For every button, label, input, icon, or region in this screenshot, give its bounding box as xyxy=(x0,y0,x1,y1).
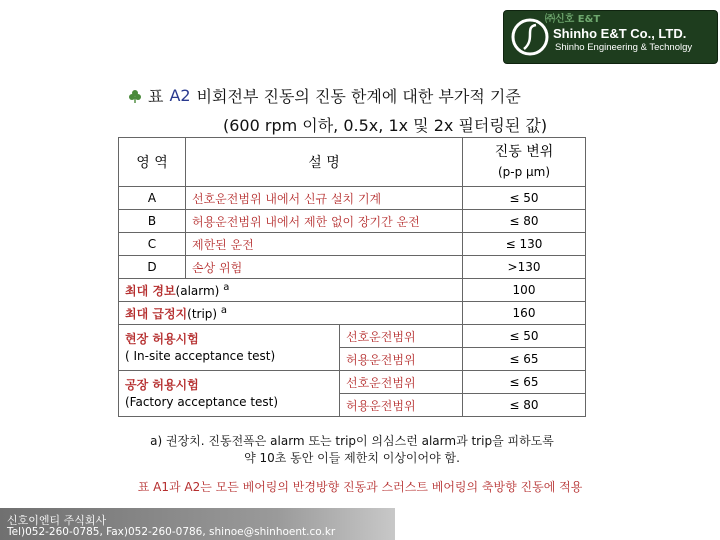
header-limit-line1: 진동 변위 xyxy=(494,144,554,160)
factory-test-label xyxy=(119,371,340,417)
trip-label-rest: (trip) xyxy=(187,306,221,321)
factory-test-label-en: (Factory acceptance test) xyxy=(125,394,279,409)
title-prefix: 표 xyxy=(148,87,164,106)
factory-test-range: 허용운전범위 xyxy=(340,394,463,417)
header-zone: 영 역 xyxy=(119,138,186,187)
footnote-line2: 약 10초 동안 이들 제한치 이상이어야 함. xyxy=(244,451,460,465)
zone-limit: ≤ 50 xyxy=(463,187,586,210)
zone-limit: >130 xyxy=(463,256,586,279)
zone-limit: ≤ 130 xyxy=(463,233,586,256)
trip-row xyxy=(119,302,586,325)
zone-code: A xyxy=(119,187,186,210)
site-test-row xyxy=(119,325,586,348)
table-header-row xyxy=(119,138,586,187)
site-test-label-ko: 현장 허용시험 xyxy=(125,331,199,346)
trip-label xyxy=(119,302,463,325)
factory-test-row xyxy=(119,371,586,394)
footer-contact: Tel)052-260-0785, Fax)052-260-0786, shinoe@shinhoent.co.kr xyxy=(7,526,336,538)
trip-footnote-mark: a xyxy=(220,304,228,316)
zone-description: 허용운전범위 내에서 제한 없이 장기간 운전 xyxy=(186,210,463,233)
company-emblem-icon xyxy=(510,17,550,57)
slide-title xyxy=(128,84,547,136)
alarm-row xyxy=(119,279,586,302)
site-test-value: ≤ 50 xyxy=(463,325,586,348)
factory-test-label-ko: 공장 허용시험 xyxy=(125,377,199,392)
company-subtitle: Shinho Engineering & Technolgy xyxy=(555,42,693,53)
trip-value: 160 xyxy=(463,302,586,325)
footer-company: 신호이엔티 주식회사 xyxy=(7,514,107,527)
header-limit xyxy=(463,138,586,187)
alarm-label xyxy=(119,279,463,302)
header-limit-line2: (p-p μm) xyxy=(497,165,551,179)
clover-bullet-icon xyxy=(128,89,142,103)
table-number: A2 xyxy=(169,86,191,105)
site-test-range: 허용운전범위 xyxy=(340,348,463,371)
table-footnote xyxy=(118,433,586,467)
title-line2: (600 rpm 이하, 0.5x, 1x 및 2x 필터링된 값) xyxy=(223,116,548,135)
title-line1: 비회전부 진동의 진동 한계에 대한 부가적 기준 xyxy=(196,87,521,106)
alarm-footnote-mark: a xyxy=(223,281,230,293)
site-test-value: ≤ 65 xyxy=(463,348,586,371)
zone-code: C xyxy=(119,233,186,256)
alarm-label-bold: 최대 경보 xyxy=(125,283,176,298)
factory-test-range: 선호운전범위 xyxy=(340,371,463,394)
zone-code: D xyxy=(119,256,186,279)
application-note: 표 A1과 A2는 모든 베어링의 반경방향 진동과 스러스트 베어링의 축방향 진동에 적용 xyxy=(137,480,583,494)
zone-code: B xyxy=(119,210,186,233)
zone-description: 선호운전범위 내에서 신규 설치 기계 xyxy=(186,187,463,210)
header-description: 설 명 xyxy=(186,138,463,187)
trip-label-bold: 최대 급정지 xyxy=(125,306,188,321)
site-test-range: 선호운전범위 xyxy=(340,325,463,348)
site-test-label-en: ( In-site acceptance test) xyxy=(125,348,276,363)
vibration-limit-table xyxy=(118,137,586,417)
zone-description: 제한된 운전 xyxy=(186,233,463,256)
site-test-label xyxy=(119,325,340,371)
logo-top-text: ㈜신호 E&T xyxy=(545,14,601,25)
table-row xyxy=(119,256,586,279)
footnote-line1: a) 권장치. 진동전폭은 alarm 또는 trip이 의심스런 alarm과 trip을 피하도록 xyxy=(150,434,554,448)
alarm-label-rest: (alarm) xyxy=(175,283,224,298)
zone-description: 손상 위험 xyxy=(186,256,463,279)
factory-test-value: ≤ 80 xyxy=(463,394,586,417)
table-row xyxy=(119,187,586,210)
company-name: Shinho E&T Co., LTD. xyxy=(553,26,687,41)
zone-limit: ≤ 80 xyxy=(463,210,586,233)
alarm-value: 100 xyxy=(463,279,586,302)
factory-test-value: ≤ 65 xyxy=(463,371,586,394)
table-row xyxy=(119,210,586,233)
table-row xyxy=(119,233,586,256)
